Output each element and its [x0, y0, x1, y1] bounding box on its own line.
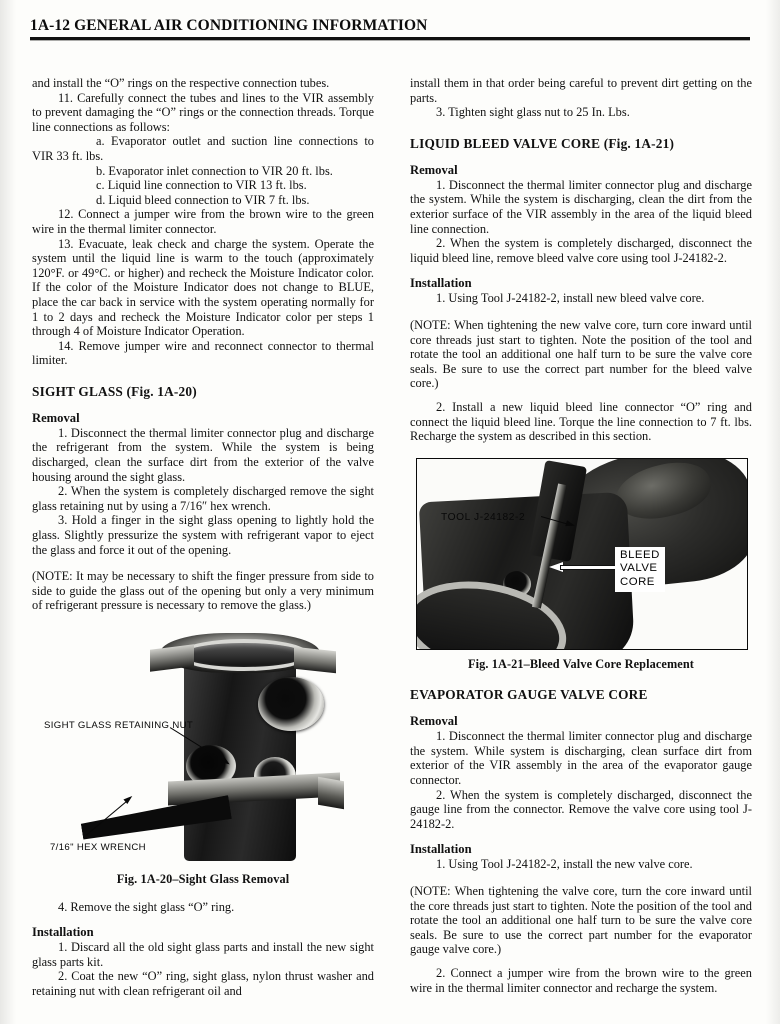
step-11b: b. Evaporator inlet connection to VIR 20 ft. lbs. [96, 163, 333, 178]
removal-step-1: 1. Disconnect the thermal limiter connector plug and discharge the refrigerant from the system. While the system is being discharged, clean the surface dirt from the exterior of the valve housing around the sight glass. [32, 425, 374, 484]
removal-step-4: 4. Remove the sight glass “O” ring. [58, 899, 235, 914]
photo-bleed-valve-core [416, 458, 748, 650]
header-rule [30, 37, 750, 40]
figure-1a-20-caption: Fig. 1A-20–Sight Glass Removal [116, 872, 290, 886]
callout-bleed-line-3: CORE [620, 575, 655, 588]
evap-installation-note: (NOTE: When tightening the valve core, turn the core inward until the core threads just start to tighten. Note the position of the tool and rotate the tool an additional one half turn to be sure the valve core seals. Be sure to use the correct part number for the evaporator gauge valve core.) [410, 884, 752, 957]
arrow-shaft [561, 566, 615, 569]
vir-right-ear-shape [294, 647, 336, 673]
removal-step-2: 2. When the system is completely discharged remove the sight glass retaining nut by using a 7/16″ hex wrench. [32, 484, 374, 513]
removal-note: (NOTE: It may be necessary to shift the finger pressure from side to side to guide the glass out of the opening but only a very minimum of refrigerant pressure is necessary to remove the glass.) [32, 569, 374, 613]
callout-bleed-line-2: VALVE [620, 562, 658, 575]
evap-removal-step-1: 1. Disconnect the thermal limiter connector plug and discharge the system. While system is discharging, clean surface dirt from exterior of the VIR assembly in the area of the evaporator gauge connector. [410, 729, 752, 788]
running-head-text: 1A-12 GENERAL AIR CONDITIONING INFORMATION [30, 17, 428, 34]
evap-installation-step-2: 2. Connect a jumper wire from the brown wire to the green wire in the thermal limiter connector and recharge the system. [410, 966, 752, 995]
paragraph-continued: and install the “O” rings on the respective connection tubes. [32, 76, 330, 90]
figure-1a-21-caption: Fig. 1A-21–Bleed Valve Core Replacement [467, 656, 694, 671]
step-11a: a. Evaporator outlet and suction line connections to VIR 33 ft. lbs. [32, 134, 374, 163]
bleed-installation-step-1: 1. Using Tool J-24182-2, install new bleed valve core. [436, 291, 705, 306]
heading-installation: Installation [32, 925, 94, 940]
step-11c: c. Liquid line connection to VIR 13 ft. lbs. [96, 178, 307, 193]
installation-step-2: 2. Coat the new “O” ring, sight glass, nylon thrust washer and retaining nut with clean refrigerant oil and [32, 969, 374, 998]
evap-removal-step-2: 2. When the system is completely discharged, disconnect the gauge line from the connector. Remove the valve core using tool J-24182-2. [410, 787, 752, 831]
heading-removal-bleed: Removal [410, 162, 458, 177]
callout-bleed-line-1: BLEED [620, 548, 660, 561]
vir-right-lug-shape [318, 777, 344, 810]
evap-installation-step-1: 1. Using Tool J-24182-2, install the new valve core. [436, 857, 693, 872]
callout-retaining-nut: SIGHT GLASS RETAINING NUT [44, 720, 194, 731]
paragraph-continued-right: install them in that order being careful to prevent dirt getting on the parts. [410, 76, 752, 105]
step-13: 13. Evacuate, leak check and charge the system. Operate the system until the liquid line is warm to the touch (approximately 120°F. or 49°C. or higher) and recheck the Moisture Indicator color. If the color of the Moisture Indicator does not change to BLUE, place the car back in service with the system operating normally for 1 to 2 days and recheck the Moisture Indicator color per steps 1 through 4 of Moisture Indicator Operation. [32, 236, 374, 339]
vir-large-port-shape [258, 677, 324, 731]
heading-removal-evaporator: Removal [410, 714, 458, 729]
bleed-removal-step-1: 1. Disconnect the thermal limiter connector plug and discharge the system. While the system is discharging, clean the dirt from the exterior surface of the VIR assembly in the area of the liquid bleed line connection. [410, 177, 752, 236]
bleed-installation-note: (NOTE: When tightening the new valve core, turn core inward until core threads just start to tighten. Note the position of the tool and rotate the tool an additional one half turn to be sure the valve core seals. Be sure to use the correct part number for the bleed valve core.) [410, 317, 752, 391]
step-12: 12. Connect a jumper wire from the brown wire to the green wire in the thermal limiter connector. [32, 207, 374, 236]
callout-hex-wrench: 7/16" HEX WRENCH [50, 842, 146, 853]
callout-bleed-valve-core [615, 547, 665, 592]
callout-arrow-bleed-valve-core [549, 563, 615, 572]
step-11: 11. Carefully connect the tubes and lines to the VIR assembly to prevent damaging the “O” rings or the connection threads. Torque line connections as follows: [32, 90, 374, 134]
removal-step-3: 3. Hold a finger in the sight glass opening to lightly hold the glass. Slightly pressurize the system with refrigerant vapor to eject the glass and force it out of the opening. [32, 513, 374, 557]
left-column [32, 76, 374, 999]
scan-edge-left [0, 0, 16, 1024]
bleed-removal-step-2: 2. When the system is completely discharged, disconnect the liquid bleed line, remove bleed valve core using tool J-24182-2. [410, 236, 752, 265]
heading-evaporator-gauge-valve-core: EVAPORATOR GAUGE VALVE CORE [410, 687, 648, 703]
heading-removal: Removal [32, 410, 80, 425]
running-head [30, 17, 750, 40]
figure-1a-20 [32, 627, 374, 887]
heading-sight-glass: SIGHT GLASS (Fig. 1A-20) [32, 383, 197, 399]
step-11d: d. Liquid bleed connection to VIR 7 ft. lbs. [96, 192, 310, 207]
right-column [410, 76, 752, 995]
bleed-installation-step-2: 2. Install a new liquid bleed line connector “O” ring and connect the liquid bleed line. Torque the line connection to 7 ft. lbs. Recharge the system as described in this section. [410, 399, 752, 444]
figure-1a-21 [410, 458, 752, 672]
heading-liquid-bleed-valve-core: LIQUID BLEED VALVE CORE (Fig. 1A-21) [410, 135, 675, 151]
step-14: 14. Remove jumper wire and reconnect connector to thermal limiter. [32, 338, 374, 368]
installation-step-1: 1. Discard all the old sight glass parts and install the new sight glass parts kit. [32, 940, 374, 969]
heading-installation-bleed: Installation [410, 276, 472, 291]
heading-installation-evaporator: Installation [410, 842, 472, 857]
scan-edge-right [766, 0, 780, 1024]
callout-tool: TOOL J-24182-2 [441, 511, 526, 523]
photo-sight-glass-removal [32, 627, 374, 865]
installation-step-3: 3. Tighten sight glass nut to 25 In. Lbs. [436, 105, 630, 120]
vir-top-ring-shape [178, 639, 310, 671]
